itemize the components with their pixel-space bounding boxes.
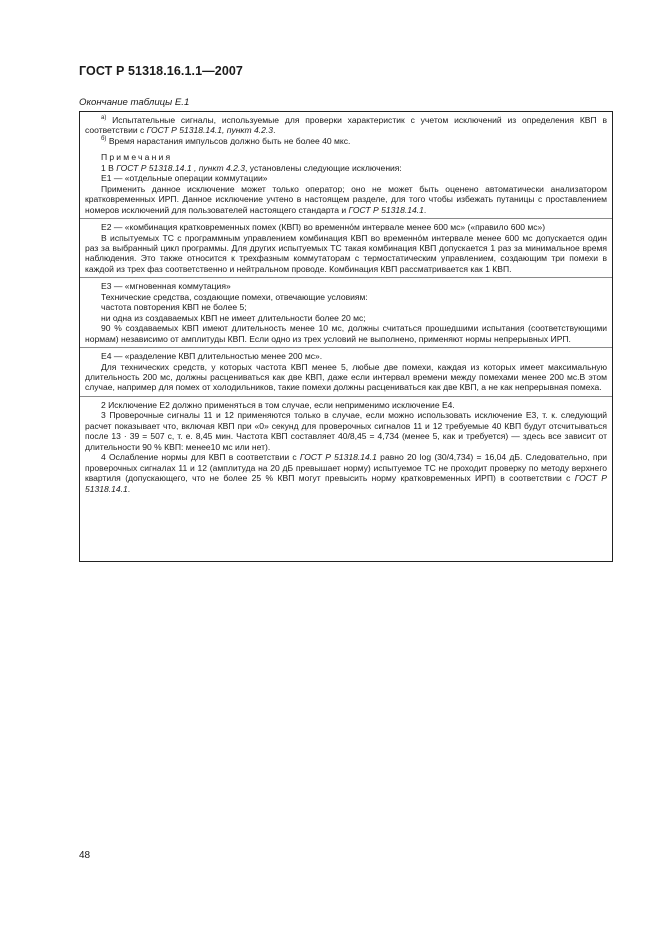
standard-reference: ГОСТ Р 51318.14.1 [348,204,424,215]
standard-reference: ГОСТ Р 51318.14.1 , пункт 4.2.3 [116,162,246,173]
note-1-e3-line-3: ни одна из создаваемых КВП не имеет длительности более 20 мс; [101,312,366,323]
notes-heading: Примечания [101,152,173,163]
footnote-b [85,136,607,146]
divider [80,347,612,348]
note-1-e1-title: Е1 — «отдельные операции коммутации» [101,173,268,184]
divider [80,218,612,219]
note-4: 4 Ослабление нормы для КВП в соответствии с ГОСТ Р 51318.14.1 равно 20 log (30/4,734) = 16,04 дБ. Следовательно, при проверочных сигналах 11 и 12 (амплитуда на 20 дБ превышает норму) испытуемое ТС не проходит проверку по методу верхнего квартиля (допускающего, что не более 25 % КВП могут превысить норму кратковременных ИРП) в соответствии с ГОСТ Р 51318.14.1. [85,452,608,494]
document-code-header: ГОСТ Р 51318.16.1.1—2007 [79,64,243,78]
footnote-a [85,115,607,136]
footnote-a-mark: а) [101,115,107,121]
note-2: 2 Исключение Е2 должно применяться в том случае, если неприменимо исключение Е4. [101,399,455,410]
standard-reference: ГОСТ Р 51318.14.1 [85,473,608,494]
note-1-intro: 1 В ГОСТ Р 51318.14.1 , пункт 4.2.3, установлены следующие исключения: [101,162,402,173]
divider [80,396,612,397]
table-notes-cell [80,112,612,561]
divider [80,277,612,278]
note-1-e3-title: Е3 — «мгновенная коммутация» [101,281,231,292]
note-1-e3-line-4: 90 % создаваемых КВП имеют длительность менее 10 мс, должны считаться прошедшими испытания (соответствующими нормам) независимо от амплитуды КВП. Если одно из трех условий не выполнено, применяют нормы непрерывных ИРП. [85,323,607,344]
note-3: 3 Проверочные сигналы 11 и 12 применяются только в случае, если можно использовать исключение Е3, т. к. следующий расчет показывает что, включая КВП при «0» секунд для проверочных сигналов 11 и 12 требуемые 40 КВП будут отсчитываться после 13 · 39 = 507 с, т. е. 8,45 мин. Частота КВП составляет 40/8,45 = 4,734 (менее 5, как и требуется) — здесь все зависит от длительности 90 % КВП: менее10 мс или нет). [85,410,607,452]
footnote-b-mark: б) [101,135,107,142]
note-1-e2-title: Е2 — «комбинация кратковременных помех (КВП) во временно́м интервале менее 600 мс» («правило 600 мс») [101,222,546,233]
note-1-e4-title: Е4 — «разделение КВП длительностью менее 200 мс». [101,351,323,362]
footnote-b-text: Время нарастания импульсов должно быть не более 40 мкс. [108,135,351,146]
footnote-a-text: Испытательные сигналы, используемые для проверки характеристик с учетом исключений из определения КВП в соответствии с ГОСТ Р 51318.14.1, пункт 4.2.3. [85,115,607,136]
note-1-e1-text: Применить данное исключение может только оператор; оно не может быть оценено автоматически анализатором кратковременных ИРП. Данное исключение учтено в настоящем разделе, для того чтобы избежать путаницы с проставлением номеров исключений для пользователей настоящего стандарта и ГОСТ Р 51318.14.1. [85,183,607,215]
table-continuation-box [79,111,613,562]
table-caption: Окончание таблицы Е.1 [79,97,190,108]
note-1-e3-line-1: Технические средства, создающие помехи, отвечающие условиям: [101,291,368,302]
note-1-e2-text: В испытуемых ТС с программным управлением комбинация КВП во временно́м интервале менее 600 мс допускается один раз за выбранный цикл программы. Для других испытуемых ТС такая комбинация КВП допускается 1 раз за минимальное время наблюдения. Это также относится к трехфазным коммутаторам с термостатическим управлением, создающим три помехи в каждой из трех фаз соответственно и нейтральном проводе. Комбинация КВП рассматривается как 1 КВП. [85,232,607,274]
standard-reference: ГОСТ Р 51318.14.1 [299,452,377,463]
note-1-e3-line-2: частота повторения КВП не более 5; [101,302,247,313]
page-number: 48 [79,850,91,861]
note-1-e4-text: Для технических средств, у которых частота КВП менее 5, любые две помехи, каждая из которых имеет максимальную длительность 200 мс, должны расцениваться как две КВП, даже если интервал времени между помехами менее 200 мс.В этом случае, например для помех от холодильников, такие помехи должны расцениваться как две КВП, а не как непрерывная помеха. [85,361,607,393]
standard-reference: ГОСТ Р 51318.14.1, пункт 4.2.3 [146,125,274,136]
